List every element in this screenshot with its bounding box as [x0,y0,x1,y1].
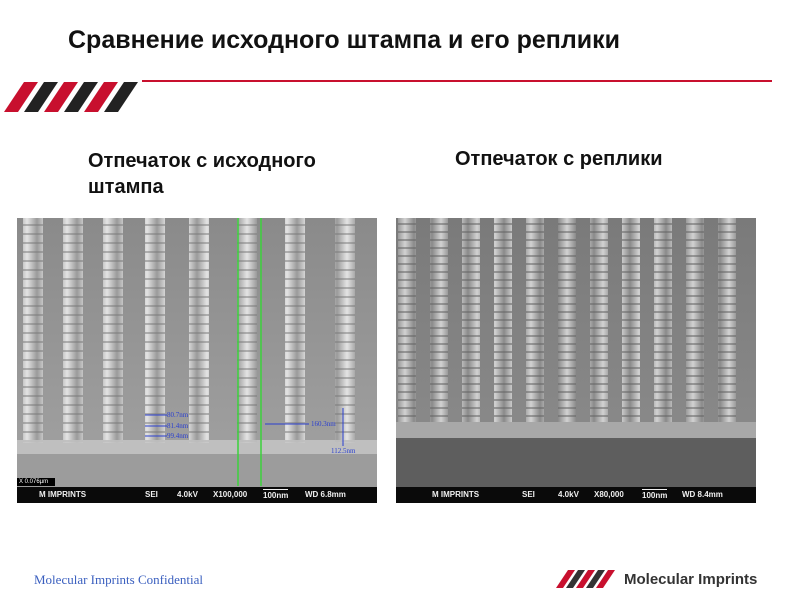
sem-scale: 100nm [263,491,289,500]
right-subtitle: Отпечаток с реплики [455,148,663,170]
sem-magnification: X80,000 [594,490,624,499]
sem-working-distance: WD 6.8mm [305,490,346,499]
confidential-notice: Molecular Imprints Confidential [34,572,203,587]
measurement-label: 81.4nm [167,422,189,430]
sem-brand: M IMPRINTS [39,490,87,499]
left-subtitle: Отпечаток с исходного штампа [88,150,316,198]
measurement-label: 112.5nm [331,447,356,455]
company-logo [556,570,757,588]
sem-magnification: X100,000 [213,490,248,499]
sem-detector: SEI [145,490,158,499]
sem-voltage: 4.0kV [558,490,579,499]
sem-voltage: 4.0kV [177,490,198,499]
sem-image-original [17,218,377,503]
slide-title: Сравнение исходного штампа и его реплики [68,26,620,54]
measurement-label: 99.4nm [167,432,189,440]
measurement-label: 80.7nm [167,411,189,419]
sem-replica-pillars [396,218,756,503]
logo-stripes-icon [556,570,618,588]
sem-image-replica [396,218,756,503]
sem-info-bar [396,487,756,503]
logo-text: Molecular Imprints [624,570,758,588]
measurement-label: 160.3nm [311,420,336,428]
sem-working-distance: WD 8.4mm [682,490,723,499]
sem-original-pillars [17,218,377,503]
sem-scale: 100nm [642,491,668,500]
sem-detector: SEI [522,490,535,499]
header-stripes-icon [4,82,144,112]
sem-info-bar [17,487,377,503]
header-divider [142,80,772,82]
scale-readout: X 0.076µm [17,478,55,486]
sem-brand: M IMPRINTS [432,490,480,499]
